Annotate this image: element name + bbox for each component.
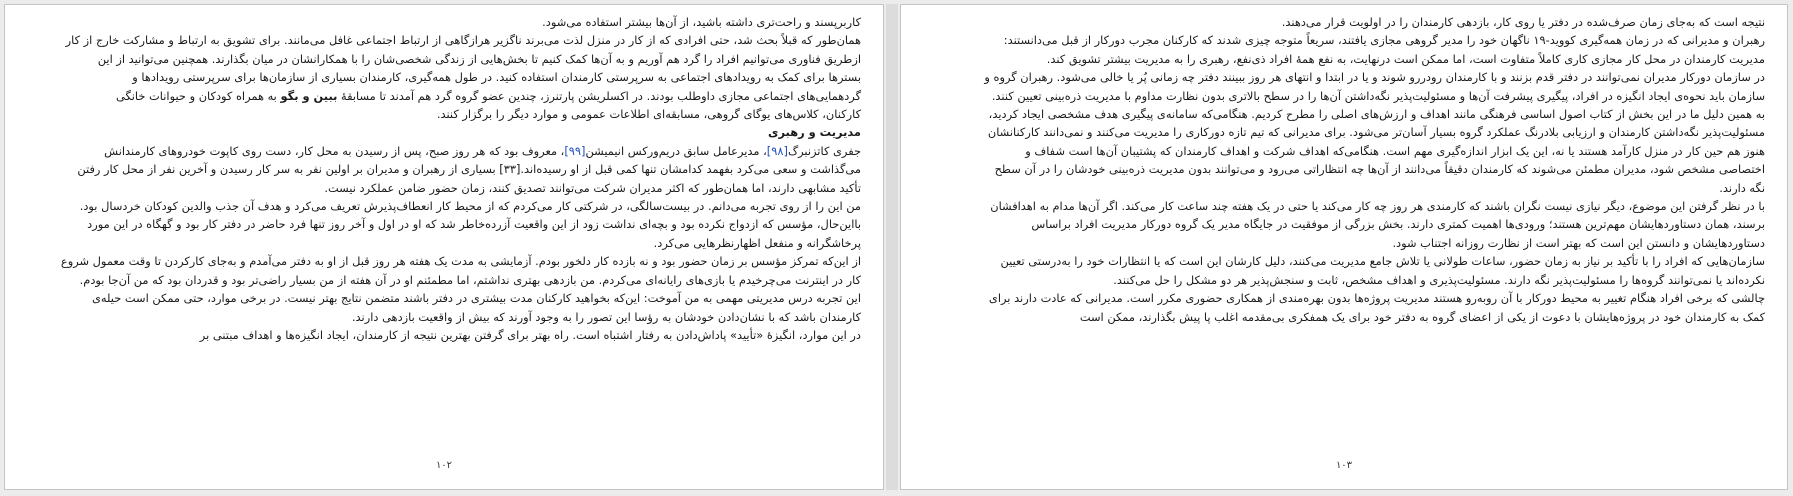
text-line: سازمان باید نحوه‌ی ایجاد انگیزه در افراد، پیگیری پیشرفت آن‌ها و مسئولیت‌پذیر نگه‌داشتن آن‌ها را در سطح بالاتری بدون نظارت مداوم با مدیریت ذره‌بینی تعیین کنند. <box>991 88 1765 103</box>
text-segment: به همراه کودکان و حیوانات خانگی <box>115 88 281 103</box>
text-line: همان‌طور که قبلاً بحث شد، حتی افرادی که از کار در منزل لذت می‌برند ناگزیر هرازگاهی از ارتباط اجتماعی غافل می‌مانند. برای تشویق به ارتباط و مشارکت خارج از کار <box>65 33 861 48</box>
text-segment: ، مدیرعامل سابق دریم‌ورکس انیمیشن <box>585 143 767 158</box>
text-line: نکرده‌اند یا نمی‌توانند گروه‌ها را مسئولیت‌پذیر نگه دارند. مسئولیت‌پذیری و اهداف مشخص، ثابت و سنجش‌پذیر هر دو مشکل را حل می‌کنند. <box>1113 272 1765 287</box>
text-line: دستاوردهایشان و دانستن این است که بهتر است از نظارت روزانه اجتناب شود. <box>1392 235 1765 250</box>
text-line: این تجربه درس مدیریتی مهمی به من آموخت: این‌که بخواهید کارکنان مدت بیشتری در دفتر باشند متضمن نتایج بهتر نیست. در برخی موارد، حتی ممکن است حیله‌ی <box>91 291 861 306</box>
text-line: کار در اینترنت می‌چرخیدم یا بازی‌های رایانه‌ای می‌کردم. من بازدهی بهتری نداشتم، اما مطمئنم او در آن هفته از من بسیار راضی‌تر بود و قدردان بود که من آن‌جا بودم. <box>79 272 861 287</box>
text-segment: جفری کاتزنبرگ <box>787 143 861 158</box>
text-line: چالشی که برخی افراد هنگام تغییر به محیط دورکار با آن روبه‌رو هستند مدیریت پروژه‌ها بدون بهره‌مندی از همکاری حضوری مکرر است. مدیرانی که عادت دارند برای <box>988 291 1765 306</box>
text-segment: ، معروف بود که هر روز صبح، پس از رسیدن به محل کار، دست روی کاپوت خودروهای کارمندانش <box>104 143 565 158</box>
text-line: نتیجه است که به‌جای زمان صرف‌شده در دفتر یا روی کار، بازدهی کارمندان را در اولویت قرار می‌دهند. <box>1281 15 1765 29</box>
text-line: ازطریق فناوری می‌توانیم افراد را گرد هم آوریم و به آن‌ها کمک کنیم تا بخش‌هایی از زندگی شخصی‌شان را با همکارانشان در میان بگذارند. همچنین می‌توانید از این <box>97 51 861 66</box>
text-line: نگه دارند. <box>1719 180 1765 195</box>
text-line: در سازمان دورکار مدیران نمی‌توانند در دفتر قدم بزنند و با کارمندان رودررو شوند و یا در ابتدا و انتهای هر روز ببینند دفتر چه زمانی پُر یا خالی می‌شود. رهبران گروه و <box>984 70 1765 85</box>
page-number: ۱۰۳ <box>1335 460 1353 471</box>
text-line <box>27 142 861 160</box>
text-line: سازمان‌هایی که افراد را با تأکید بر نیاز به زمان حضور، ساعات طولانی یا تلاش جامع مدیریت می‌کنند، دلیل کارشان این است که یا انتظارات خود را به‌درستی تعیین <box>1000 254 1765 269</box>
text-line: با در نظر گرفتن این موضوع، دیگر نیازی نیست نگران باشند که کارمندی هر روز چه کار می‌کند یا حتی در یک هفته چند ساعت کار می‌کند. اگر آن‌ها مدام به اهدافشان <box>990 199 1765 214</box>
section-heading: مدیریت و رهبری <box>768 125 861 140</box>
text-line: بااین‌حال، مؤسس که ازدواج نکرده بود و بچه‌ای نداشت زود از این واقعیت آزرده‌خاطر شد که او در اول و آخر روز تنها فرد حاضر در دفتر کار بود و گهگاه در این مورد <box>87 217 861 232</box>
page-102-body <box>27 13 861 344</box>
text-line: کاربرپسند و راحت‌تری داشته باشید، از آن‌ها بیشتر استفاده می‌شود. <box>542 15 861 29</box>
page-103 <box>900 4 1788 490</box>
text-line <box>27 87 861 105</box>
text-segment: گردهمایی‌های اجتماعی مجازی داوطلب بودند. در اکسلریشن پارتنرز، چندین عضو گروه گرد هم آمدند تا مسابقهٔ <box>337 88 861 103</box>
text-line: هنوز هم حین کار در منزل کارآمد هستند یا نه، این یک ابزار اندازه‌گیری مهم است. هنگامی‌که اهداف شرکت و اهداف کارمندان که پشتیبان آن‌ها است شفاف و <box>1025 143 1765 158</box>
text-line: به همین دلیل ما در این بخش از کتاب اصول اساسی فرهنگی مانند اهداف و ارزش‌های اصلی را مطرح کردیم. هنگامی‌که سامانه‌ی پیگیری هدف مشخصی ایجاد کردید، <box>988 107 1765 122</box>
text-line: تأکید مشابهی دارند، اما همان‌طور که اکثر مدیران شرکت می‌توانند تصدیق کنند، زمان حضور ضامن عملکرد نیست. <box>324 180 861 195</box>
page-102 <box>4 4 884 490</box>
text-line: مدیریت کارمندان در محل کار مجازی کاری کاملاً متفاوت است، اما ممکن است درنهایت، به نفع همهٔ افراد ذی‌نفع، رهبری را به مدیریت بیشتر تشویق کند. <box>1046 51 1765 66</box>
text-line: برسند، همان دستاوردهایشان مهم‌ترین هستند؛ ورودی‌ها اهمیت کمتری دارند. بخش بزرگی از موفقیت در جایگاه مدیر یک گروه دورکار مدیریت افراد براساس <box>1031 217 1765 232</box>
book-gutter <box>886 4 898 490</box>
footnote-link[interactable]: [۹۸] <box>766 143 788 158</box>
bold-term: ببین و بگو <box>280 88 338 103</box>
text-line: بستر‌ها برای کمک به رویدادهای اجتماعی به سرپرستی کارمندان استفاده کنید. در طول همه‌گیری، کارمندان بسیاری از سازمان‌ها برای سرپرستی رویدادها و <box>132 70 861 85</box>
text-line: در این موارد، انگیزهٔ «تأیید» پاداش‌دادن به رفتار اشتباه است. راه بهتر برای گرفتن بهترین نتیجه از کارمندان، ایجاد انگیزه‌ها و اهداف مبتنی بر <box>199 327 861 342</box>
text-line: کارمندان باشد که با نشان‌دادن خودشان به رؤسا این تصور را به وجود آورند که بیش از واقعیت بازدهی دارند. <box>351 309 861 324</box>
page-number: ۱۰۲ <box>435 460 453 471</box>
text-line: پرخاشگرانه و منفعل اظهارنظرهایی می‌کرد. <box>653 235 861 250</box>
text-line: مسئولیت‌پذیر نگه‌داشتن کارمندان و ارزیابی بلادرنگ عملکرد گروه بسیار آسان‌تر می‌شود. برای مدیرانی که تیم تازه دورکاری را مدیریت می‌کنند و نمی‌دانند کارکنانشان <box>987 125 1765 140</box>
text-line: کارکنان، کلاس‌های یوگای گروهی، مسابقه‌ای اطلاعات عمومی و موارد دیگر را برگزار کنند. <box>436 107 861 122</box>
footnote-link[interactable]: [۹۹] <box>564 143 586 158</box>
text-line: اختصاصی مشخص شود، مدیران مطمئن می‌شوند که کارمندان دقیقاً می‌دانند از آن‌ها چه انتظاراتی می‌رود و می‌توانند بدون مدیریت ذره‌بینی خودشان را در آن سطح <box>994 162 1765 177</box>
text-line: من این را از روی تجربه می‌دانم. در بیست‌سالگی، در شرکتی کار می‌کردم که از محیط کار انعطاف‌پذیرش تعریف می‌کرد و هدف آن جذب والدین کودکان خردسال بود. <box>79 199 861 214</box>
text-line: می‌گذاشت و سعی می‌کرد بفهمد کدامشان تنها کمی قبل از او رسیده‌اند.[۳۳] بسیاری از رهبران و مدیران بر اولین نفر به سر کار رسیدن و آخرین نفر از محل کار رفتن <box>77 162 861 177</box>
page-103-body <box>923 13 1765 326</box>
text-line: از این‌که تمرکز مؤسس بر زمان حضور بود و نه بازده کار دلخور بودم. آزمایشی به مدت یک هفته هر روز قبل از او به دفتر می‌آمدم و به‌جای کارکردن تا وقت معمول شروع <box>60 254 861 269</box>
text-line: کمک به کارمندان خود در پروژه‌هایشان با دعوت از یکی از اعضای گروه به دفتر خود برای یک همفکری بی‌مقدمه اغلب پا پیش بگذارند، ممکن است <box>1079 309 1765 324</box>
text-line: رهبران و مدیرانی که در زمان همه‌گیری کووید-۱۹ ناگهان خود را مدیر گروهی مجازی یافتند، سریعاً متوجه چیزی شدند که کارکنان مجرب دورکار از قبل می‌دانستند: <box>1003 33 1765 48</box>
